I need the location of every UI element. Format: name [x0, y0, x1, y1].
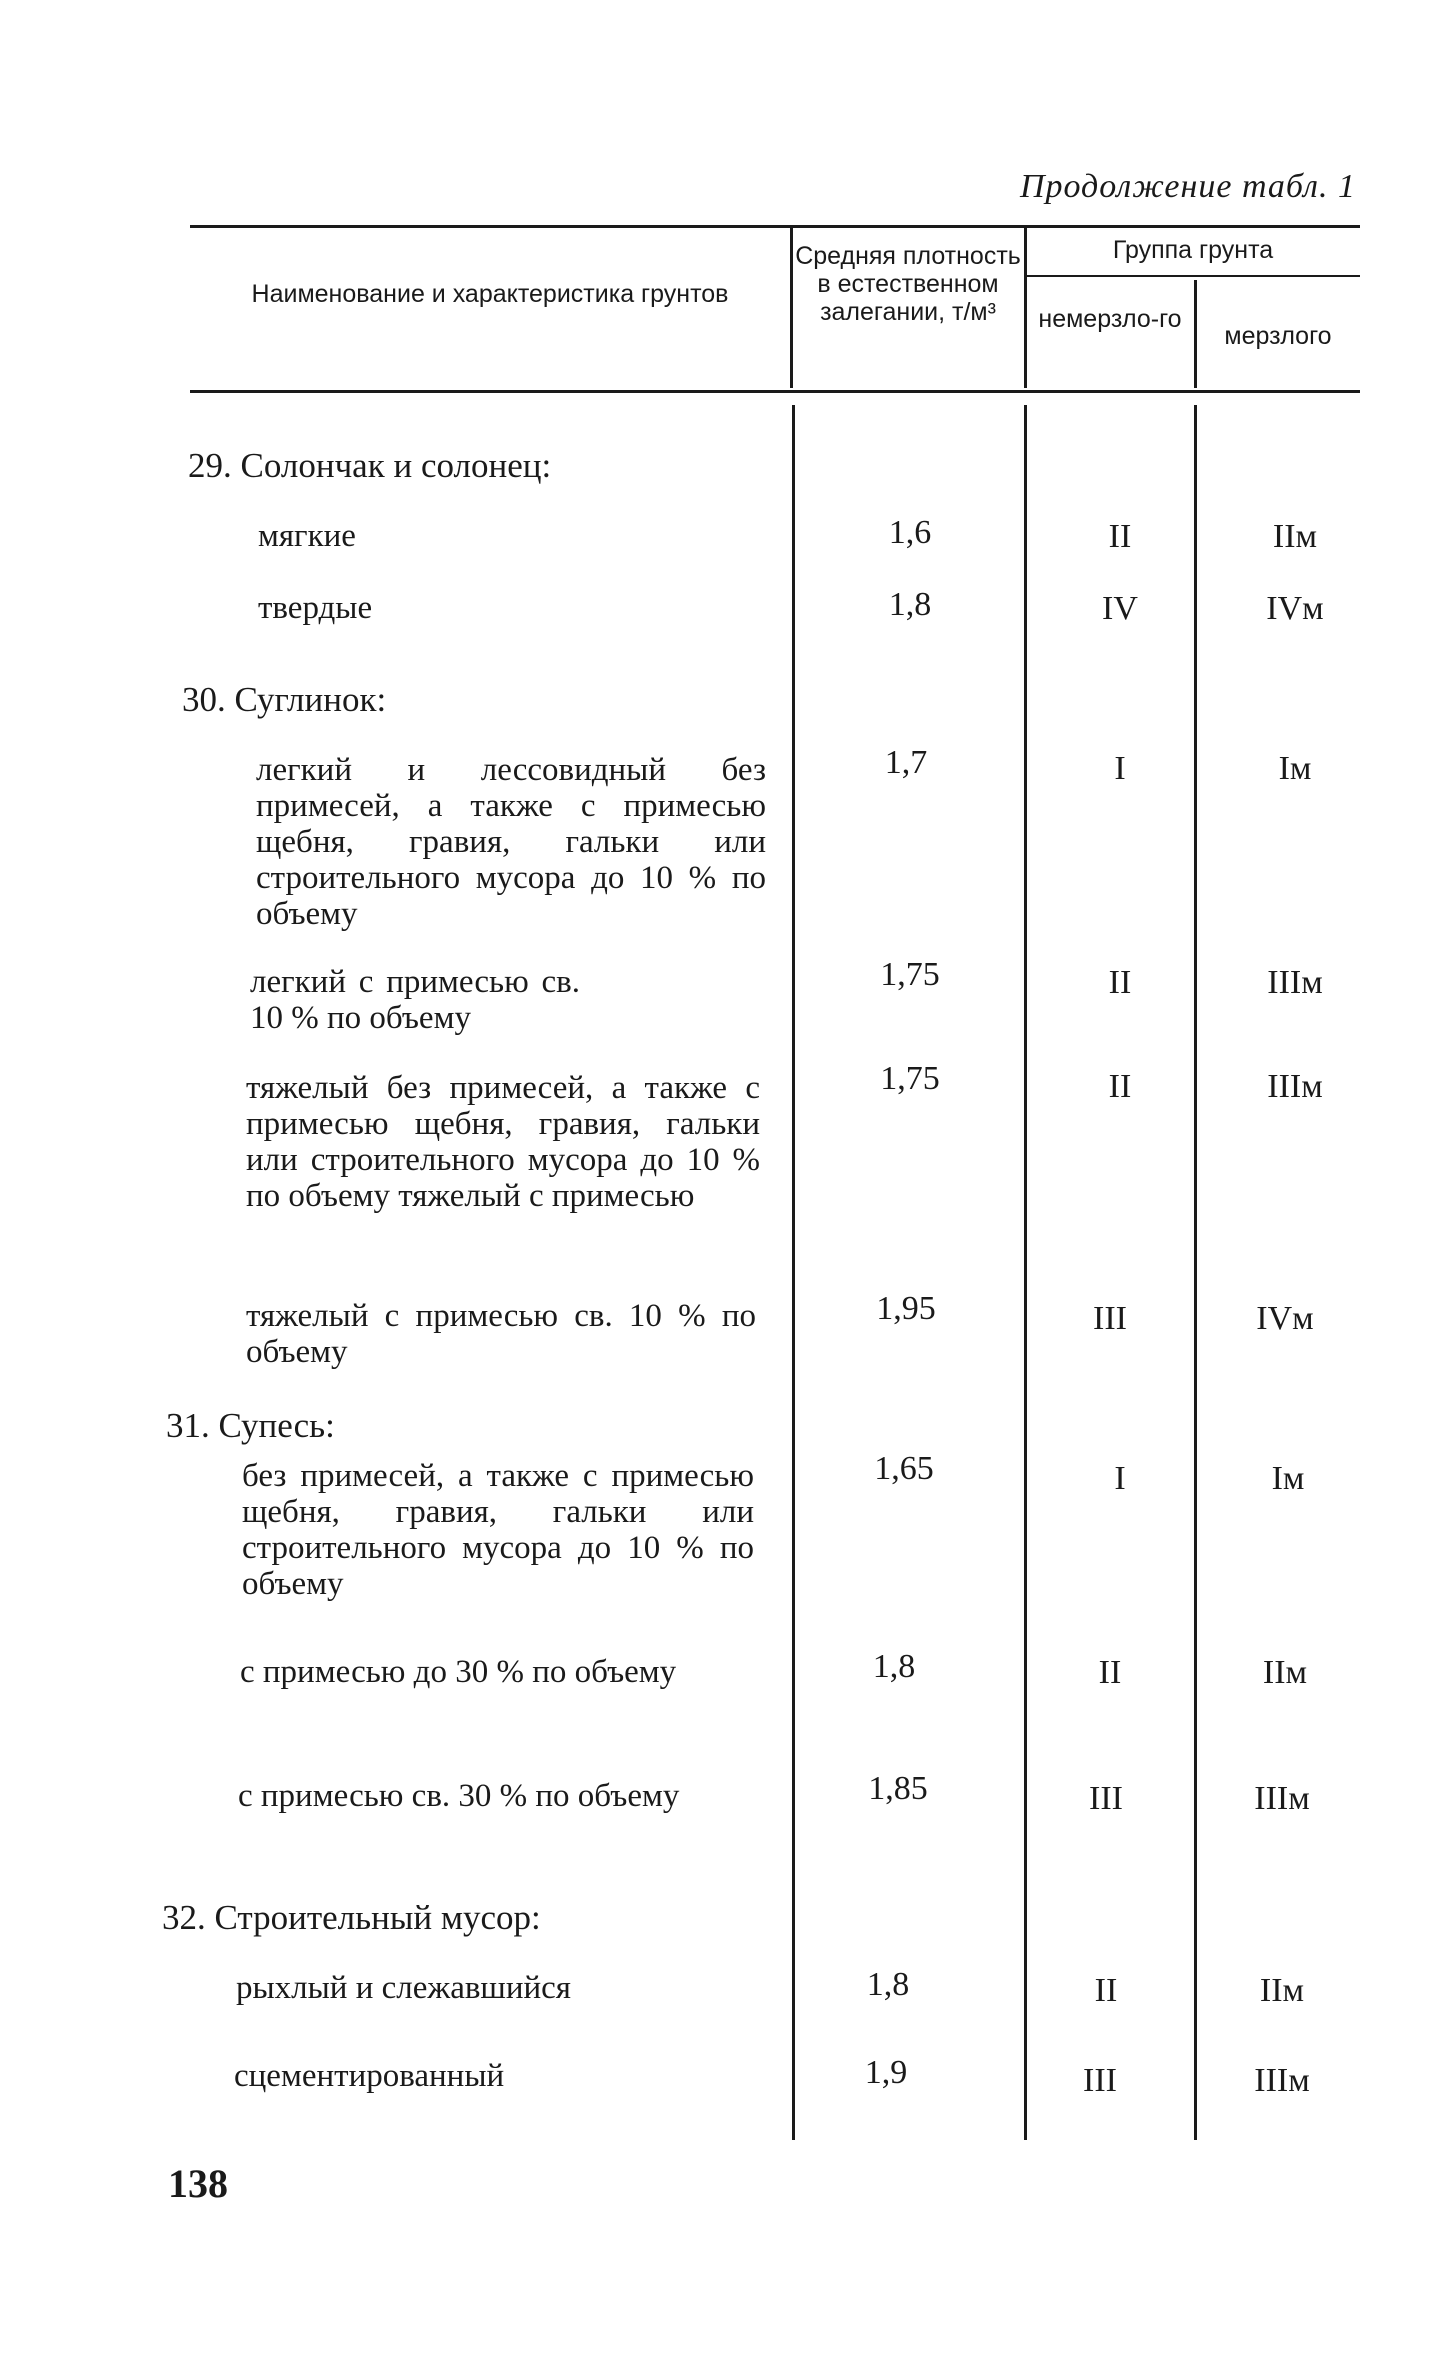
row-density: 1,8: [888, 586, 932, 623]
row-frozen: IIIм: [1267, 964, 1323, 1001]
group-subheader-rule: [1026, 275, 1360, 277]
row-name: легкий и лессовидный без примесей, а также с примесью щебня, гравия, гальки или строительного мусора до 10 % по объему: [256, 752, 766, 932]
row-name: с примесью до 30 % по объему: [240, 1654, 677, 1690]
header-density: Средняя плотность в естественном залегании, т/м³: [795, 242, 1021, 326]
row-density: 1,8: [866, 1966, 910, 2003]
row-frozen: IIм: [1272, 518, 1318, 555]
row-frozen: IVм: [1256, 1300, 1314, 1337]
row-frozen: Iм: [1271, 1460, 1305, 1497]
body-divider-1: [792, 405, 795, 2140]
row-density: 1,7: [884, 744, 928, 781]
row-frozen: IIм: [1262, 1654, 1308, 1691]
row-name: с примесью св. 30 % по объему: [238, 1778, 680, 1814]
row-density: 1,9: [864, 2054, 908, 2091]
row-unfrozen: II: [1098, 1654, 1122, 1691]
row-name: тяжелый с примесью св. 10 % по объему: [246, 1298, 756, 1370]
row-name: легкий с примесью св. 10 % по объему: [250, 964, 580, 1036]
row-density: 1,8: [872, 1648, 916, 1685]
header-frozen: мерзлого: [1224, 322, 1332, 350]
header-divider-3: [1194, 280, 1197, 388]
body-divider-3: [1194, 405, 1197, 2140]
header-bottom-rule: [190, 390, 1360, 393]
row-name: сцементированный: [234, 2058, 505, 2094]
section-title: 29. Солончак и солонец:: [188, 446, 552, 485]
row-unfrozen: II: [1094, 1972, 1118, 2009]
row-name: рыхлый и слежавшийся: [236, 1970, 571, 2006]
row-unfrozen: III: [1083, 2062, 1117, 2099]
row-unfrozen: I: [1114, 1460, 1126, 1497]
header-divider-1: [790, 228, 793, 388]
row-density: 1,75: [880, 956, 940, 993]
section-title: 30. Суглинок:: [182, 680, 387, 719]
row-name: тяжелый без примесей, а также с примесью щебня, гравия, гальки или строительного мусора до 10 % по объему тяжелый с примесью: [246, 1070, 760, 1214]
row-frozen: IIIм: [1254, 1780, 1310, 1817]
row-unfrozen: IV: [1102, 590, 1138, 627]
table-continuation-caption: Продолжение табл. 1: [1019, 168, 1356, 205]
table-top-rule: [190, 225, 1360, 228]
row-frozen: IVм: [1266, 590, 1324, 627]
row-frozen: IIIм: [1267, 1068, 1323, 1105]
row-frozen: IIIм: [1254, 2062, 1310, 2099]
row-density: 1,85: [868, 1770, 928, 1807]
row-unfrozen: II: [1108, 518, 1132, 555]
section-title: 32. Строительный мусор:: [162, 1898, 541, 1937]
row-unfrozen: II: [1108, 964, 1132, 1001]
header-unfrozen: немерзло-го: [1038, 305, 1182, 333]
row-density: 1,95: [876, 1290, 936, 1327]
header-divider-2: [1024, 228, 1027, 388]
row-frozen: Iм: [1278, 750, 1312, 787]
row-name: без примесей, а также с примесью щебня, гравия, гальки или строительного мусора до 10 % по объему: [242, 1458, 754, 1602]
section-title: 31. Супесь:: [166, 1406, 335, 1445]
row-density: 1,65: [874, 1450, 934, 1487]
row-frozen: IIм: [1259, 1972, 1305, 2009]
row-density: 1,75: [880, 1060, 940, 1097]
row-unfrozen: III: [1089, 1780, 1123, 1817]
row-unfrozen: III: [1093, 1300, 1127, 1337]
row-name: мягкие: [258, 518, 356, 554]
header-name: Наименование и характеристика грунтов: [251, 280, 729, 308]
row-density: 1,6: [888, 514, 932, 551]
header-group: Группа грунта: [1112, 236, 1274, 264]
row-unfrozen: I: [1114, 750, 1126, 787]
row-name: твердые: [258, 590, 373, 626]
page-number: 138: [168, 2161, 228, 2206]
row-unfrozen: II: [1108, 1068, 1132, 1105]
body-divider-2: [1024, 405, 1027, 2140]
